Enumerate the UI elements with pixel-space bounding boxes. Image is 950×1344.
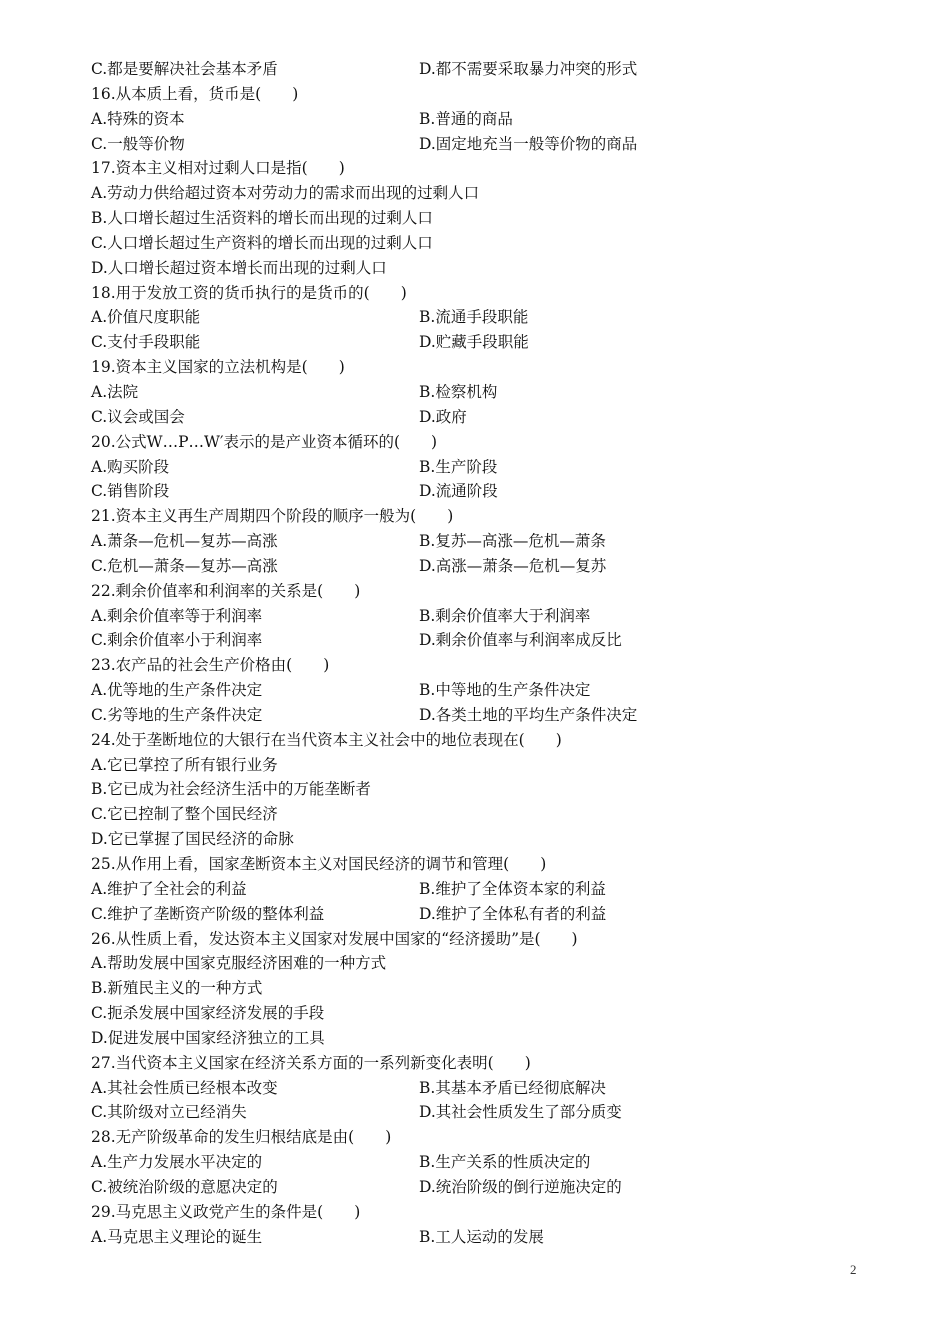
option-line: B.它已成为社会经济生活中的万能垄断者 bbox=[91, 780, 371, 799]
option-row bbox=[91, 455, 871, 480]
option-right: B.生产关系的性质决定的 bbox=[419, 1153, 591, 1172]
question-stem: 17.资本主义相对过剩人口是指( ) bbox=[91, 159, 345, 178]
option-row bbox=[91, 305, 871, 330]
option-row bbox=[91, 479, 871, 504]
option-line: A.帮助发展中国家克服经济困难的一种方式 bbox=[91, 954, 387, 973]
option-left: C.被统治阶级的意愿决定的 bbox=[91, 1177, 278, 1196]
option-right: B.工人运动的发展 bbox=[419, 1227, 544, 1246]
option-left: A.购买阶段 bbox=[91, 457, 170, 476]
option-left: A.维护了全社会的利益 bbox=[91, 879, 247, 898]
question-stem: 27.当代资本主义国家在经济关系方面的一系列新变化表明( ) bbox=[91, 1053, 531, 1072]
option-right: D.流通阶段 bbox=[419, 482, 498, 501]
option-row bbox=[91, 1150, 871, 1175]
option-right: D.统治阶级的倒行逆施决定的 bbox=[419, 1177, 622, 1196]
exam-content bbox=[91, 57, 871, 1250]
option-left: C.危机—萧条—复苏—高涨 bbox=[91, 556, 278, 575]
question-stem: 26.从性质上看，发达资本主义国家对发展中国家的“经济援助”是( ) bbox=[91, 929, 578, 948]
option-right: B.维护了全体资本家的利益 bbox=[419, 879, 606, 898]
option-left: A.法院 bbox=[91, 382, 139, 401]
page-number: 2 bbox=[850, 1262, 857, 1277]
option-left: C.销售阶段 bbox=[91, 482, 170, 501]
option-left: A.优等地的生产条件决定 bbox=[91, 681, 263, 700]
question-stem: 20.公式W…P…W′表示的是产业资本循环的( ) bbox=[91, 432, 438, 451]
option-right: B.其基本矛盾已经彻底解决 bbox=[419, 1078, 606, 1097]
option-line: D.促进发展中国家经济独立的工具 bbox=[91, 1028, 325, 1047]
option-row bbox=[91, 877, 871, 902]
option-left: C.维护了垄断资产阶级的整体利益 bbox=[91, 904, 325, 923]
option-row bbox=[91, 132, 871, 157]
option-left: C.一般等价物 bbox=[91, 134, 185, 153]
question-stem: 28.无产阶级革命的发生归根结底是由( ) bbox=[91, 1128, 392, 1147]
option-row bbox=[91, 628, 871, 653]
option-right: D.各类土地的平均生产条件决定 bbox=[419, 705, 638, 724]
question-stem: 24.处于垄断地位的大银行在当代资本主义社会中的地位表现在( ) bbox=[91, 730, 562, 749]
option-left: C.其阶级对立已经消失 bbox=[91, 1103, 247, 1122]
option-row bbox=[91, 1076, 871, 1101]
question-stem: 18.用于发放工资的货币执行的是货币的( ) bbox=[91, 283, 407, 302]
option-left: C.议会或国会 bbox=[91, 407, 185, 426]
question-stem: 25.从作用上看，国家垄断资本主义对国民经济的调节和管理( ) bbox=[91, 855, 547, 873]
option-row bbox=[91, 107, 871, 132]
option-right: D.固定地充当一般等价物的商品 bbox=[419, 134, 638, 153]
option-left: A.生产力发展水平决定的 bbox=[91, 1153, 263, 1172]
option-right: B.复苏—高涨—危机—萧条 bbox=[419, 532, 606, 551]
question-stem: 16.从本质上看，货币是( ) bbox=[91, 84, 299, 103]
option-line: C.扼杀发展中国家经济发展的手段 bbox=[91, 1004, 325, 1023]
option-row bbox=[91, 405, 871, 430]
option-right: B.剩余价值率大于利润率 bbox=[419, 606, 591, 625]
option-line: A.劳动力供给超过资本对劳动力的需求而出现的过剩人口 bbox=[91, 184, 480, 203]
question-stem: 23.农产品的社会生产价格由( ) bbox=[91, 656, 330, 675]
question-stem: 22.剩余价值率和利润率的关系是( ) bbox=[91, 581, 361, 600]
option-right: B.生产阶段 bbox=[419, 457, 498, 476]
option-right: D.高涨—萧条—危机—复苏 bbox=[419, 556, 607, 575]
option-row bbox=[91, 703, 871, 728]
question-stem: 21.资本主义再生产周期四个阶段的顺序一般为( ) bbox=[91, 507, 454, 526]
option-left: A.剩余价值率等于利润率 bbox=[91, 606, 263, 625]
option-row bbox=[91, 330, 871, 355]
option-right: B.流通手段职能 bbox=[419, 308, 529, 327]
option-line: A.它已掌控了所有银行业务 bbox=[91, 755, 278, 774]
option-left: C.都是要解决社会基本矛盾 bbox=[91, 60, 278, 78]
option-left: A.价值尺度职能 bbox=[91, 308, 201, 327]
option-row bbox=[91, 554, 871, 579]
option-row bbox=[91, 57, 871, 82]
option-row bbox=[91, 902, 871, 927]
option-left: C.剩余价值率小于利润率 bbox=[91, 631, 263, 650]
option-left: A.萧条—危机—复苏—高涨 bbox=[91, 532, 278, 551]
option-right: B.中等地的生产条件决定 bbox=[419, 681, 591, 700]
option-right: D.贮藏手段职能 bbox=[419, 333, 529, 352]
option-row bbox=[91, 604, 871, 629]
option-right: D.都不需要采取暴力冲突的形式 bbox=[419, 60, 638, 78]
option-left: A.马克思主义理论的诞生 bbox=[91, 1227, 263, 1246]
option-line: C.人口增长超过生产资料的增长而出现的过剩人口 bbox=[91, 233, 433, 252]
question-stem: 29.马克思主义政党产生的条件是( ) bbox=[91, 1202, 361, 1221]
option-row bbox=[91, 380, 871, 405]
option-right: B.普通的商品 bbox=[419, 109, 513, 128]
option-line: D.人口增长超过资本增长而出现的过剩人口 bbox=[91, 258, 387, 277]
option-line: B.人口增长超过生活资料的增长而出现的过剩人口 bbox=[91, 209, 433, 228]
question-stem: 19.资本主义国家的立法机构是( ) bbox=[91, 358, 345, 377]
option-row bbox=[91, 529, 871, 554]
option-right: B.检察机构 bbox=[419, 382, 498, 401]
option-left: C.劣等地的生产条件决定 bbox=[91, 705, 263, 724]
option-row bbox=[91, 1225, 871, 1250]
option-row bbox=[91, 1100, 871, 1125]
option-row bbox=[91, 1175, 871, 1200]
option-line: B.新殖民主义的一种方式 bbox=[91, 979, 263, 998]
option-left: A.其社会性质已经根本改变 bbox=[91, 1078, 278, 1097]
option-right: D.维护了全体私有者的利益 bbox=[419, 904, 607, 923]
option-left: C.支付手段职能 bbox=[91, 333, 201, 352]
option-line: C.它已控制了整个国民经济 bbox=[91, 805, 278, 824]
option-right: D.政府 bbox=[419, 407, 467, 426]
option-line: D.它已掌握了国民经济的命脉 bbox=[91, 830, 294, 849]
option-row bbox=[91, 678, 871, 703]
option-right: D.剩余价值率与利润率成反比 bbox=[419, 631, 622, 650]
option-right: D.其社会性质发生了部分质变 bbox=[419, 1103, 622, 1122]
option-left: A.特殊的资本 bbox=[91, 109, 185, 128]
